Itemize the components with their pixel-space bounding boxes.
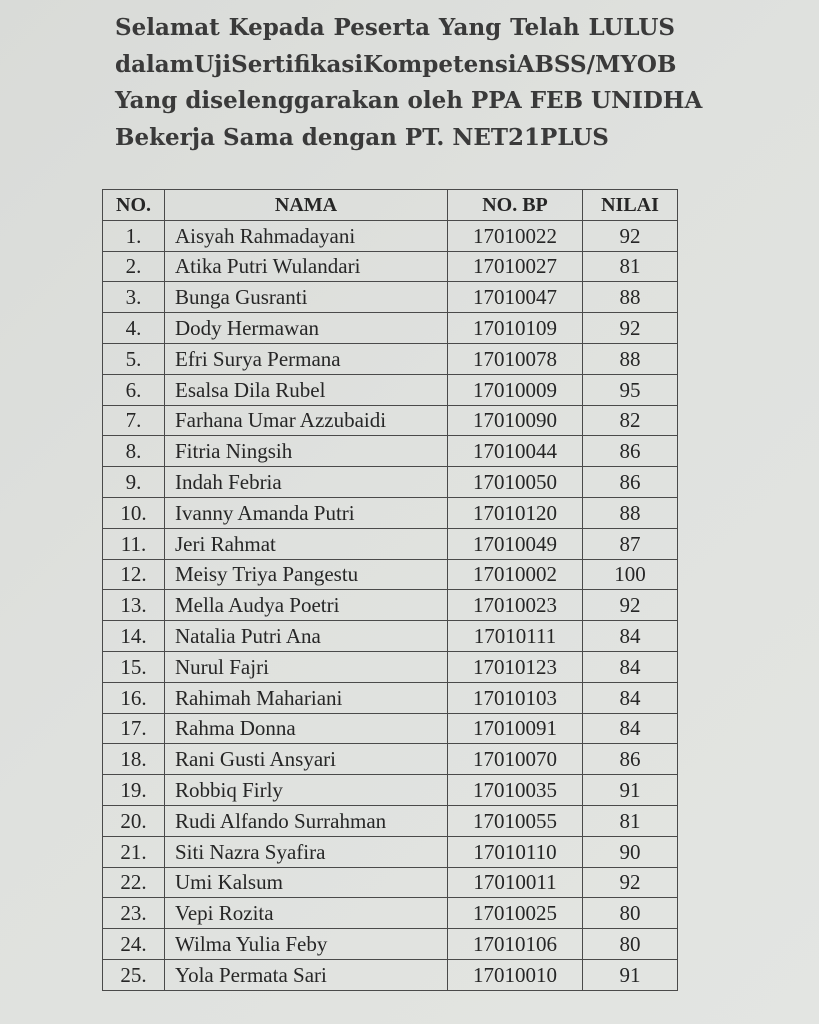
student-id: 17010109 [448,313,583,344]
row-number: 19. [103,775,165,806]
student-name: Rudi Alfando Surrahman [165,805,448,836]
student-name: Rahma Donna [165,713,448,744]
header-line-2 [115,47,675,84]
student-name: Aisyah Rahmadayani [165,220,448,251]
row-number: 1. [103,220,165,251]
student-name: Esalsa Dila Rubel [165,374,448,405]
table-row [103,959,678,990]
header-word: LULUS [588,14,675,41]
student-name: Atika Putri Wulandari [165,251,448,282]
student-id: 17010091 [448,713,583,744]
table-row [103,313,678,344]
row-number: 17. [103,713,165,744]
row-number: 8. [103,436,165,467]
announcement-header [115,10,703,156]
table-row [103,497,678,528]
table-body [103,220,678,990]
student-id: 17010055 [448,805,583,836]
student-id: 17010090 [448,405,583,436]
row-number: 22. [103,867,165,898]
score: 88 [583,497,678,528]
table-row [103,621,678,652]
header-line-3: Yang diselenggarakan oleh PPA FEB UNIDHA [115,87,703,114]
student-name: Nurul Fajri [165,651,448,682]
student-name: Rahimah Mahariani [165,682,448,713]
student-id: 17010110 [448,836,583,867]
table-row [103,374,678,405]
student-id: 17010011 [448,867,583,898]
row-number: 5. [103,343,165,374]
header-word: Peserta [333,14,431,41]
score: 91 [583,959,678,990]
table-row [103,775,678,806]
student-name: Farhana Umar Azzubaidi [165,405,448,436]
student-name: Wilma Yulia Feby [165,929,448,960]
table-row [103,559,678,590]
score: 82 [583,405,678,436]
row-number: 7. [103,405,165,436]
row-number: 3. [103,282,165,313]
student-id: 17010010 [448,959,583,990]
row-number: 16. [103,682,165,713]
table-row [103,836,678,867]
score: 80 [583,929,678,960]
score: 95 [583,374,678,405]
row-number: 11. [103,528,165,559]
student-id: 17010050 [448,467,583,498]
table-row [103,436,678,467]
header-line-1 [115,10,675,47]
student-id: 17010078 [448,343,583,374]
student-name: Fitria Ningsih [165,436,448,467]
score: 84 [583,651,678,682]
header-word: dalam [115,50,194,78]
student-id: 17010023 [448,590,583,621]
student-id: 17010025 [448,898,583,929]
row-number: 18. [103,744,165,775]
row-number: 6. [103,374,165,405]
table-row [103,744,678,775]
score: 88 [583,282,678,313]
student-id: 17010044 [448,436,583,467]
table-row [103,282,678,313]
table-row [103,929,678,960]
header-word: Kompetensi [363,50,517,78]
student-id: 17010047 [448,282,583,313]
table-row [103,713,678,744]
table-row [103,805,678,836]
score: 80 [583,898,678,929]
student-id: 17010123 [448,651,583,682]
student-name: Indah Febria [165,467,448,498]
student-name: Ivanny Amanda Putri [165,497,448,528]
student-id: 17010103 [448,682,583,713]
header-word: Uji [193,50,232,78]
score: 91 [583,775,678,806]
score: 84 [583,621,678,652]
table-row [103,898,678,929]
column-header-no: NO. [103,190,165,221]
student-name: Natalia Putri Ana [165,621,448,652]
student-name: Robbiq Firly [165,775,448,806]
student-name: Rani Gusti Ansyari [165,744,448,775]
row-number: 25. [103,959,165,990]
row-number: 4. [103,313,165,344]
header-word: Sertifikasi [231,50,364,78]
table-row [103,651,678,682]
row-number: 10. [103,497,165,528]
student-name: Meisy Triya Pangestu [165,559,448,590]
student-id: 17010035 [448,775,583,806]
student-id: 17010120 [448,497,583,528]
score: 90 [583,836,678,867]
student-id: 17010111 [448,621,583,652]
header-word: Telah [510,14,580,41]
table-row [103,867,678,898]
student-name: Efri Surya Permana [165,343,448,374]
row-number: 13. [103,590,165,621]
student-name: Jeri Rahmat [165,528,448,559]
row-number: 2. [103,251,165,282]
score: 100 [583,559,678,590]
student-name: Mella Audya Poetri [165,590,448,621]
row-number: 23. [103,898,165,929]
header-word: Yang [438,14,502,41]
header-word: ABSS/MYOB [516,50,677,78]
row-number: 9. [103,467,165,498]
student-id: 17010106 [448,929,583,960]
table-row [103,405,678,436]
score: 92 [583,590,678,621]
column-header-nilai: NILAI [583,190,678,221]
score: 87 [583,528,678,559]
table-row [103,467,678,498]
student-id: 17010027 [448,251,583,282]
table-row [103,682,678,713]
row-number: 15. [103,651,165,682]
student-id: 17010070 [448,744,583,775]
column-header-no-bp: NO. BP [448,190,583,221]
student-name: Bunga Gusranti [165,282,448,313]
student-id: 17010022 [448,220,583,251]
score: 86 [583,467,678,498]
header-word: Selamat [115,14,220,41]
results-table-container [102,189,678,991]
student-name: Siti Nazra Syafira [165,836,448,867]
table-header-row [103,190,678,221]
results-table [102,189,678,991]
row-number: 12. [103,559,165,590]
table-row [103,590,678,621]
student-id: 17010002 [448,559,583,590]
table-row [103,528,678,559]
table-row [103,343,678,374]
student-id: 17010009 [448,374,583,405]
row-number: 14. [103,621,165,652]
header-word: Kepada [228,14,325,41]
score: 86 [583,744,678,775]
row-number: 24. [103,929,165,960]
row-number: 21. [103,836,165,867]
score: 92 [583,313,678,344]
score: 92 [583,867,678,898]
student-name: Yola Permata Sari [165,959,448,990]
row-number: 20. [103,805,165,836]
score: 81 [583,251,678,282]
score: 84 [583,682,678,713]
column-header-nama: NAMA [165,190,448,221]
student-name: Dody Hermawan [165,313,448,344]
score: 84 [583,713,678,744]
student-name: Umi Kalsum [165,867,448,898]
header-line-4: Bekerja Sama dengan PT. NET21PLUS [115,123,609,151]
score: 81 [583,805,678,836]
score: 86 [583,436,678,467]
student-name: Vepi Rozita [165,898,448,929]
score: 88 [583,343,678,374]
score: 92 [583,220,678,251]
table-row [103,220,678,251]
table-row [103,251,678,282]
student-id: 17010049 [448,528,583,559]
